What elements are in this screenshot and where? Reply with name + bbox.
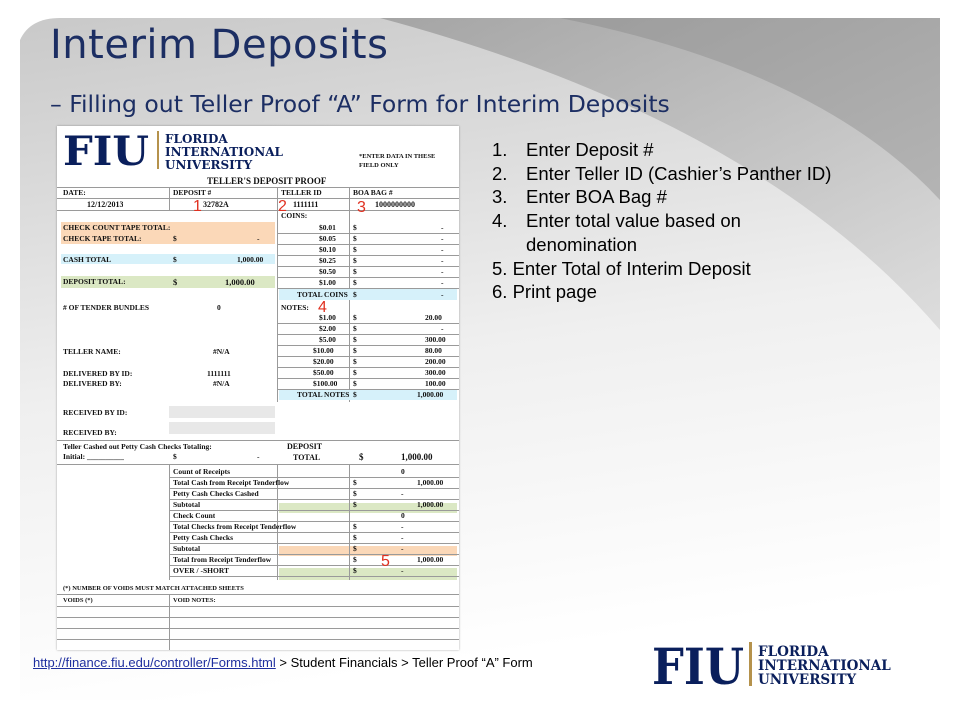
note-denom: $2.00 bbox=[319, 324, 336, 333]
coin-denom: $0.25 bbox=[319, 256, 336, 265]
note-denom: $1.00 bbox=[319, 313, 336, 322]
marker-2: 2 bbox=[278, 198, 287, 215]
coin-value: - bbox=[441, 223, 444, 232]
summary-value: - bbox=[401, 522, 404, 531]
svg-text:UNIVERSITY: UNIVERSITY bbox=[758, 672, 857, 688]
summary-sym: $ bbox=[353, 544, 357, 553]
summary-value: 1,000.00 bbox=[417, 555, 444, 564]
note-value: 300.00 bbox=[425, 335, 446, 344]
footer-path: > Student Financials > Teller Proof “A” Form bbox=[275, 655, 533, 670]
step-item: 2. Enter Teller ID (Cashier’s Panther ID) bbox=[492, 162, 832, 184]
step-item: 1. Enter Deposit # bbox=[492, 139, 654, 160]
fiu-logo bbox=[650, 636, 895, 692]
summary-sym: $ bbox=[353, 478, 357, 487]
summary-label: Subtotal bbox=[173, 500, 201, 509]
coin-denom: $0.05 bbox=[319, 234, 336, 243]
note-value: 200.00 bbox=[425, 357, 446, 366]
summary-sym: $ bbox=[353, 500, 357, 509]
step-item: 4. Enter total value based on denomination bbox=[492, 210, 741, 255]
step-item: 5. Enter Total of Interim Deposit bbox=[492, 257, 751, 279]
summary-value: 0 bbox=[401, 511, 405, 520]
summary-label: OVER / -SHORT bbox=[173, 566, 229, 575]
coin-denom: $0.01 bbox=[319, 223, 336, 232]
coin-denom: $0.10 bbox=[319, 245, 336, 254]
summary-label: Count of Receipts bbox=[173, 467, 231, 476]
summary-label: Total Cash from Receipt Tenderflow bbox=[173, 478, 290, 487]
svg-text:INTERNATIONAL: INTERNATIONAL bbox=[165, 145, 283, 159]
summary-sym: $ bbox=[353, 522, 357, 531]
summary-value: - bbox=[401, 566, 404, 575]
summary-label: Total Checks from Receipt Tenderflow bbox=[173, 522, 297, 531]
summary-value: - bbox=[401, 533, 404, 542]
note-denom: $5.00 bbox=[319, 335, 336, 344]
note-denom: $10.00 bbox=[313, 346, 334, 355]
coin-denom: $1.00 bbox=[319, 278, 336, 287]
step-item: 6. Print page bbox=[492, 281, 597, 303]
slide-title: Interim Deposits bbox=[50, 22, 389, 68]
steps-list bbox=[492, 138, 932, 304]
summary-value: 1,000.00 bbox=[417, 500, 444, 509]
coin-value: - bbox=[441, 245, 444, 254]
summary-sym: $ bbox=[353, 555, 357, 564]
summary-sym: $ bbox=[353, 533, 357, 542]
summary-label: Total from Receipt Tenderflow bbox=[173, 555, 272, 564]
coin-denom: $0.50 bbox=[319, 267, 336, 276]
fiu-logo-initials: FIU bbox=[652, 637, 744, 692]
svg-text:FLORIDA: FLORIDA bbox=[165, 132, 228, 146]
form-teller-value: 1111111 bbox=[293, 200, 319, 209]
marker-3: 3 bbox=[357, 199, 366, 216]
footer bbox=[33, 655, 533, 670]
summary-label: Check Count bbox=[173, 511, 216, 520]
svg-text:INTERNATIONAL: INTERNATIONAL bbox=[758, 658, 891, 674]
note-value: - bbox=[441, 324, 444, 333]
coin-value: - bbox=[441, 234, 444, 243]
summary-sym: $ bbox=[353, 566, 357, 575]
summary-value: - bbox=[401, 544, 404, 553]
form-heading: TELLER'S DEPOSIT PROOF bbox=[207, 176, 327, 186]
summary-sym: $ bbox=[353, 489, 357, 498]
slide-subtitle: – Filling out Teller Proof “A” Form for Interim Deposits bbox=[50, 90, 670, 118]
coin-value: - bbox=[441, 278, 444, 287]
coin-value: - bbox=[441, 256, 444, 265]
note-value: 300.00 bbox=[425, 368, 446, 377]
note-value: 100.00 bbox=[425, 379, 446, 388]
note-denom: $100.00 bbox=[313, 379, 338, 388]
form-deposit-value: 32782A bbox=[203, 200, 229, 209]
summary-label: Subtotal bbox=[173, 544, 201, 553]
fiu-form-initials: FIU bbox=[63, 129, 149, 173]
note-value: 20.00 bbox=[425, 313, 442, 322]
note-denom: $50.00 bbox=[313, 368, 334, 377]
summary-label: Petty Cash Checks Cashed bbox=[173, 489, 259, 498]
note-denom: $20.00 bbox=[313, 357, 334, 366]
summary-value: 0 bbox=[401, 467, 405, 476]
form-note: *ENTER DATA IN THESE FIELD ONLY bbox=[359, 153, 436, 169]
summary-value: - bbox=[401, 489, 404, 498]
summary-label: Petty Cash Checks bbox=[173, 533, 233, 542]
svg-text:UNIVERSITY: UNIVERSITY bbox=[165, 158, 253, 172]
fiu-form-logo bbox=[61, 129, 301, 173]
form-date-value: 12/12/2013 bbox=[87, 200, 124, 209]
marker-4: 4 bbox=[318, 299, 327, 316]
teller-proof-form: FIU FLORIDA INTERNATIONAL UNIVERSITY *ENTER DATA IN THESE FIELD ONLY TELLER'S DEPOSIT PROOF DATE: DEPOSIT # TELLER ID BOA BAG # 12/12/2013 32782A 1111111 1000000000 CHECK COUNT TAPE TOTAL: CHECK TAPE TOTAL: $ - CASH TOTAL $ 1,000.00 DEPOSIT TOTAL: $ 1,000.00 # OF TENDER BUNDLES 0 TELLER NAME: #N/A DELIVERED BY ID: 1111111 DELIVERED BY: #N/A RECEIVED BY ID: RECEIVED BY: COINS: TOTAL COINS $ - NOTES: TOTAL NOTES $ 1,000.00 Teller Cashed out Petty Cash Checks Totaling: Initial: __________ $ - DEPOSIT TOTAL $ 1,000.00 (*) NUMBER OF VOIDS MUST MATCH ATTACHED SHEETS VOIDS (*) VOID NOTES: $0.01 $ - $0.05 $ - $0.10 $ - $0.25 $ - $0.50 $ - $1.00 $ - $1.00 $ 20.00 $2.00 $ - $5.00 $ 300.00 $10.00 $ 80.00 $20.00 $ 200.00 $50.00 $ 300.00 $100.00 $ 100.00 Count of Receipts 0 Total Cash from Receipt Tenderflow $ 1,000.00 Petty Cash Checks Cashed $ - Subtotal $ 1,000.00 Check Count 0 Total Checks from Receipt Tenderflow $ - Petty Cash Checks $ - Subtotal $ - Total from Receipt Tenderflow $ 1,000.00 OVER / -SHORT $ - bbox=[57, 126, 459, 650]
forms-link[interactable]: http://finance.fiu.edu/controller/Forms.html bbox=[33, 655, 276, 670]
form-boa-value: 1000000000 bbox=[375, 200, 415, 209]
marker-5: 5 bbox=[381, 553, 390, 570]
summary-value: 1,000.00 bbox=[417, 478, 444, 487]
step-item: 3. Enter BOA Bag # bbox=[492, 186, 667, 208]
marker-1: 1 bbox=[193, 198, 202, 215]
note-value: 80.00 bbox=[425, 346, 442, 355]
svg-text:FLORIDA: FLORIDA bbox=[758, 644, 829, 660]
coin-value: - bbox=[441, 267, 444, 276]
